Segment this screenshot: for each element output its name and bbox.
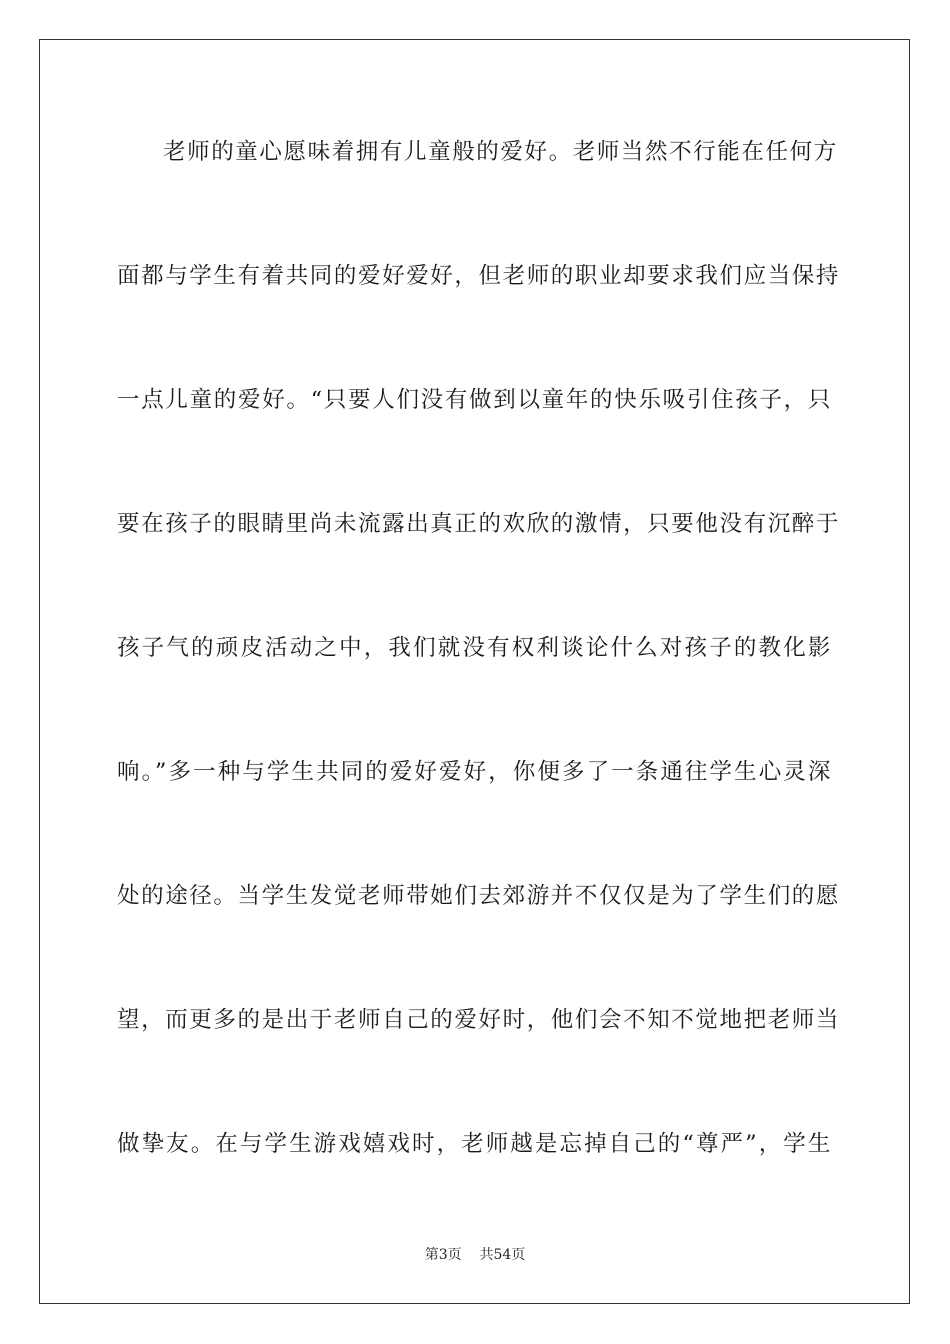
page-border (39, 39, 910, 1304)
paragraph-line-4: 要在孩子的眼睛里尚未流露出真正的欢欣的激情，只要他没有沉醉于 (117, 511, 841, 537)
paragraph-line-5: 孩子气的顽皮活动之中，我们就没有权利谈论什么对孩子的教化影 (117, 635, 832, 661)
paragraph-line-3: 一点儿童的爱好。“只要人们没有做到以童年的快乐吸引住孩子，只 (117, 387, 832, 413)
paragraph-line-6: 响。”多一种与学生共同的爱好爱好，你便多了一条通往学生心灵深 (117, 759, 832, 785)
paragraph-line-2: 面都与学生有着共同的爱好爱好，但老师的职业却要求我们应当保持 (117, 263, 841, 289)
paragraph-line-7: 处的途径。当学生发觉老师带她们去郊游并不仅仅是为了学生们的愿 (117, 883, 841, 909)
paragraph-line-8: 望，而更多的是出于老师自己的爱好时，他们会不知不觉地把老师当 (117, 1007, 841, 1033)
paragraph-line-1: 老师的童心愿味着拥有儿童般的爱好。老师当然不行能在任何方 (163, 139, 838, 165)
page-number: 第3页 (424, 1247, 462, 1263)
total-pages: 共54页 (479, 1247, 526, 1263)
page-footer (0, 1246, 950, 1264)
paragraph-line-9: 做挚友。在与学生游戏嬉戏时，老师越是忘掉自己的“尊严”，学生 (117, 1131, 832, 1157)
